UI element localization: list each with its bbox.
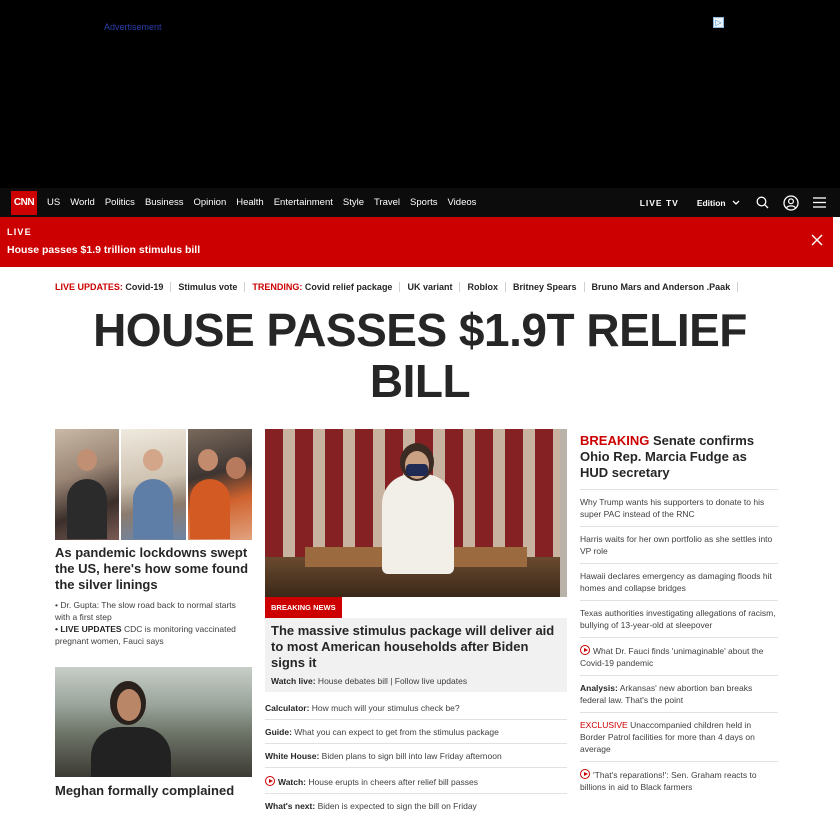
right-breaking-headline[interactable] — [580, 433, 778, 489]
graham-text: 'That's reparations!': Sen. Graham reacts to billions in aid to Black farmers — [580, 770, 757, 792]
trending-topic-item: Covid relief package — [304, 282, 393, 292]
chevron-down-icon — [732, 200, 740, 206]
watch-live-line[interactable] — [271, 676, 561, 686]
list-item-calculator[interactable] — [265, 696, 567, 720]
analysis-text: Arkansas' new abortion ban breaks federal law. That's the point — [580, 683, 753, 705]
watch-live-text: House debates bill | Follow live updates — [315, 676, 468, 686]
nav-link-business[interactable]: Business — [144, 197, 184, 208]
edition-label: Edition — [696, 197, 726, 208]
right-item-analysis[interactable] — [580, 675, 778, 712]
nav-link-health[interactable]: Health — [236, 197, 264, 208]
breaking-news-tag: BREAKING NEWS — [265, 597, 342, 618]
trending-uk-variant[interactable]: UK variant — [407, 282, 453, 292]
nav-link-travel[interactable]: Travel — [374, 197, 401, 208]
advertisement-area[interactable] — [0, 0, 840, 188]
meghan-photo[interactable] — [55, 667, 252, 777]
nav-link-videos[interactable]: Videos — [447, 197, 477, 208]
photo-woman-2 — [121, 429, 185, 540]
right-item-harris[interactable]: Harris waits for her own portfolio as she settles into VP role — [580, 526, 778, 563]
row-text: Biden plans to sign bill into law Friday afternoon — [319, 751, 502, 761]
account-icon[interactable] — [783, 195, 799, 211]
right-item-fauci[interactable] — [580, 637, 778, 675]
left-story-bullets — [55, 599, 252, 647]
row-label: Calculator: — [265, 703, 310, 713]
cnn-logo[interactable]: CNN — [11, 191, 37, 215]
trending-label: TRENDING: — [252, 282, 303, 292]
row-label: White House: — [265, 751, 320, 761]
trending-bar — [55, 281, 745, 293]
live-breaking-bar[interactable] — [0, 217, 833, 267]
divider — [505, 282, 506, 292]
nav-link-world[interactable]: World — [70, 197, 95, 208]
play-icon — [580, 769, 590, 779]
list-item-guide[interactable] — [265, 720, 567, 744]
nav-link-style[interactable]: Style — [342, 197, 364, 208]
row-text: Biden is expected to sign the bill on Friday — [315, 801, 477, 811]
right-item-exclusive[interactable] — [580, 712, 778, 761]
edition-menu[interactable] — [697, 198, 740, 208]
trending-stimulus[interactable]: Stimulus vote — [178, 282, 238, 292]
row-label: Watch: — [278, 777, 307, 787]
right-item-texas[interactable]: Texas authorities investigating allegations of racism, bullying of 13-year-old at sleepover — [580, 600, 778, 637]
close-icon[interactable] — [810, 233, 824, 247]
exclusive-text: Unaccompanied children held in Border Patrol facilities for more than 4 days on average — [580, 720, 755, 754]
live-updates-label: LIVE UPDATES: — [55, 282, 123, 292]
divider — [584, 282, 585, 292]
photo-woman-1 — [55, 429, 119, 540]
list-item-whats-next[interactable] — [265, 794, 567, 817]
live-label: LIVE — [7, 227, 32, 237]
watch-live-label: Watch live: — [271, 676, 316, 686]
search-icon[interactable] — [756, 196, 769, 209]
main-banner-headline[interactable]: HOUSE PASSES $1.9T RELIEF BILL — [93, 304, 747, 407]
breaking-label: BREAKING — [580, 433, 650, 448]
right-headline-text: Senate confirms Ohio Rep. Marcia Fudge as HUD secretary — [580, 433, 755, 480]
top-navigation — [0, 188, 840, 217]
nav-link-us[interactable]: US — [47, 197, 61, 208]
nav-links — [47, 188, 486, 217]
trending-britney-spears[interactable]: Britney Spears — [512, 282, 577, 292]
divider — [459, 282, 460, 292]
divider — [737, 282, 738, 292]
fauci-text: What Dr. Fauci finds 'unimaginable' about the Covid-19 pandemic — [580, 646, 764, 668]
ad-link[interactable]: Advertisement — [104, 22, 162, 32]
divider — [170, 282, 171, 292]
trending-live-updates[interactable] — [55, 282, 163, 292]
row-label: Guide: — [265, 727, 292, 737]
bullet-live-label: • LIVE UPDATES — [55, 624, 122, 634]
center-column — [265, 429, 567, 817]
trending-bruno-mars[interactable]: Bruno Mars and Anderson .Paak — [591, 282, 731, 292]
hero-photo-pelosi[interactable] — [265, 429, 567, 597]
row-text: House erupts in cheers after relief bill passes — [306, 777, 478, 787]
nav-right — [640, 188, 840, 217]
analysis-label: Analysis: — [580, 683, 618, 693]
row-text: How much will your stimulus check be? — [309, 703, 460, 713]
play-icon — [265, 776, 275, 786]
nav-link-sports[interactable]: Sports — [410, 197, 438, 208]
live-headline[interactable]: House passes $1.9 trillion stimulus bill — [7, 244, 201, 256]
nav-link-opinion[interactable]: Opinion — [193, 197, 227, 208]
live-tv-link[interactable]: LIVE TV — [639, 197, 679, 208]
play-icon — [580, 645, 590, 655]
nav-link-entertainment[interactable]: Entertainment — [273, 197, 333, 208]
trending-topic[interactable] — [252, 282, 392, 292]
nav-link-politics[interactable]: Politics — [104, 197, 135, 208]
divider — [244, 282, 245, 292]
divider — [399, 282, 400, 292]
adchoices-icon[interactable]: ▷ — [713, 17, 724, 28]
bullet-live-text: CDC is monitoring vaccinated pregnant women, Fauci says — [55, 624, 236, 646]
exclusive-label: EXCLUSIVE — [580, 720, 628, 730]
meghan-headline[interactable]: Meghan formally complained — [55, 783, 235, 798]
menu-icon[interactable] — [813, 197, 826, 208]
bullet-gupta[interactable]: • Dr. Gupta: The slow road back to normal starts with a first step — [55, 600, 236, 622]
live-updates-item: Covid-19 — [125, 282, 164, 292]
right-item-trump-pac[interactable]: Why Trump wants his supporters to donate to his super PAC instead of the RNC — [580, 489, 778, 526]
left-column — [55, 429, 252, 798]
row-text: What you can expect to get from the stimulus package — [291, 727, 499, 737]
right-item-graham[interactable] — [580, 761, 778, 799]
list-item-watch[interactable] — [265, 768, 567, 794]
center-related-list — [265, 696, 567, 817]
list-item-white-house[interactable] — [265, 744, 567, 768]
left-story-headline[interactable]: As pandemic lockdowns swept the US, here's how some found the silver linings — [55, 545, 249, 592]
trending-roblox[interactable]: Roblox — [467, 282, 498, 292]
lockdown-photo-strip[interactable] — [55, 429, 252, 540]
photo-credit-strip — [560, 429, 567, 597]
photo-family — [188, 429, 252, 540]
center-lead-box — [265, 618, 567, 692]
right-item-hawaii[interactable]: Hawaii declares emergency as damaging floods hit homes and collapse bridges — [580, 563, 778, 600]
right-column — [580, 433, 778, 799]
center-lead-headline[interactable]: The massive stimulus package will deliver aid to most American households after Biden signs it — [271, 623, 555, 670]
bullet-live-updates[interactable] — [55, 623, 252, 647]
row-label: What's next: — [265, 801, 316, 811]
